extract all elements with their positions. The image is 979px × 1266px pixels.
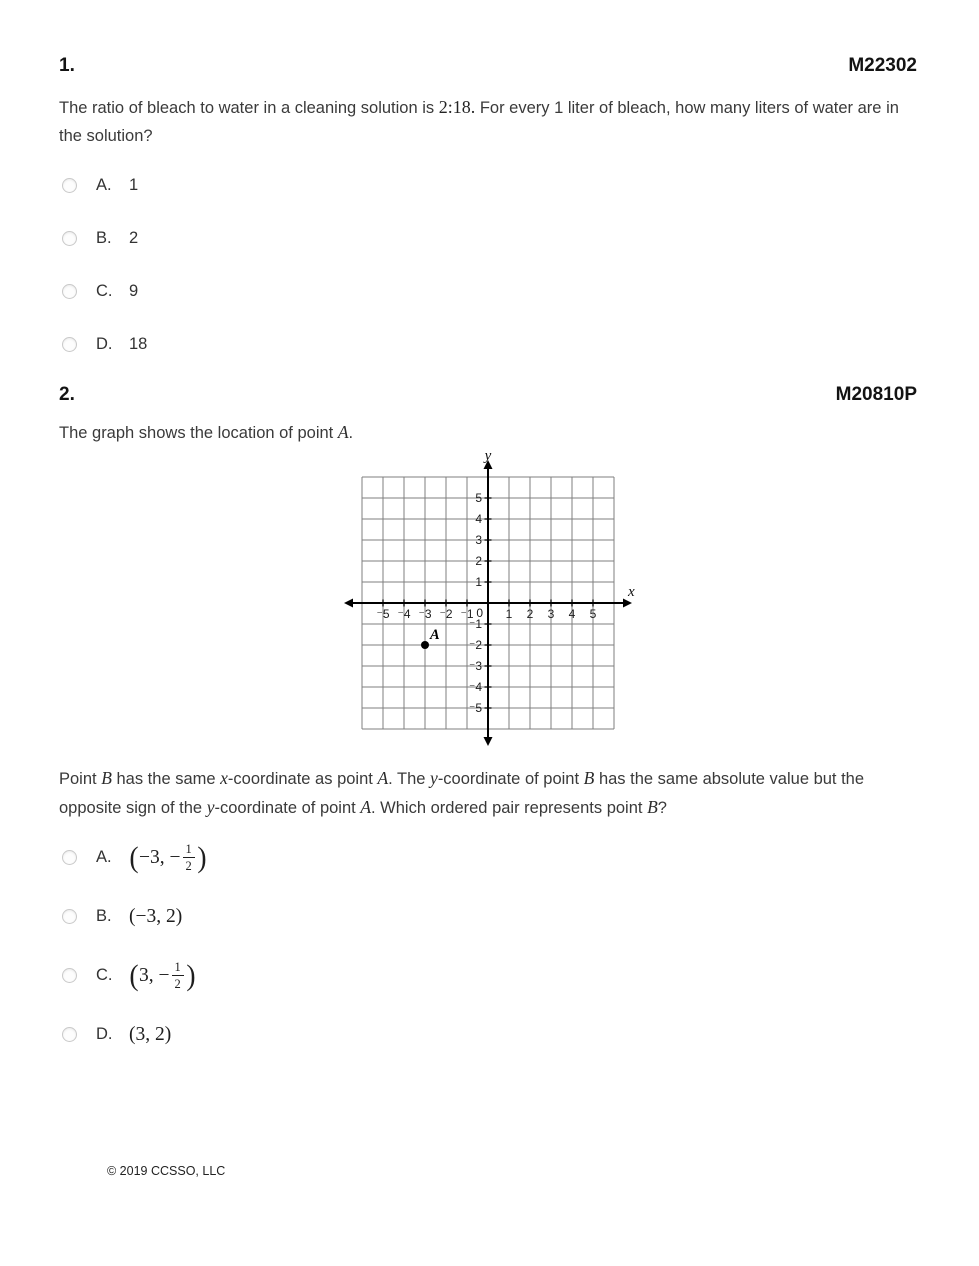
text-segment: For every 1 liter of bleach, how many liters of water are in the solution? [59, 99, 899, 145]
x-tick-label: ⁻3 [418, 607, 432, 621]
question-2-option-b[interactable] [59, 906, 917, 928]
option-letter: A. [96, 176, 112, 194]
radio-button[interactable] [62, 1027, 77, 1042]
option-value: (−3, 2) [129, 905, 183, 927]
y-axis-label: y [484, 448, 492, 464]
y-tick-label: ⁻4 [468, 680, 482, 694]
text-segment: Point [59, 770, 102, 788]
x-axis-label: x [628, 584, 635, 600]
axis-arrowhead [344, 599, 353, 608]
variable-a: A [337, 422, 349, 442]
fraction-denominator: 2 [174, 977, 181, 992]
fraction [183, 842, 195, 874]
math-text: −3, − [139, 846, 181, 868]
option-value [129, 960, 196, 992]
question-2-option-d[interactable] [59, 1024, 917, 1046]
text-segment: -coordinate of point [437, 770, 584, 788]
text-segment: -coordinate of point [214, 799, 361, 817]
y-tick-label: 5 [475, 491, 482, 505]
x-tick-label: ⁻5 [376, 607, 390, 621]
variable-y: y [206, 797, 215, 817]
question-2-options [59, 842, 917, 1046]
fraction [172, 960, 184, 992]
radio-button[interactable] [62, 178, 77, 193]
text-segment: -coordinate as point [227, 770, 378, 788]
y-tick-label: 4 [475, 512, 482, 526]
text-segment: . Which ordered pair represents point [371, 799, 648, 817]
question-1-prompt [59, 93, 917, 150]
coordinate-plane-svg [332, 447, 644, 749]
x-tick-label: 5 [589, 607, 597, 621]
math-text: 2:18. [438, 97, 476, 117]
fraction-numerator: 1 [183, 842, 195, 858]
variable-b: B [101, 768, 112, 788]
radio-button[interactable] [62, 968, 77, 983]
option-value: 18 [129, 335, 148, 353]
question-1-option-a[interactable] [59, 176, 917, 195]
variable-b: B [647, 797, 658, 817]
text-segment: ? [657, 799, 667, 817]
fraction-denominator: 2 [185, 859, 192, 874]
option-value: 2 [129, 229, 139, 247]
close-paren: ) [186, 958, 196, 992]
option-letter: C. [96, 966, 113, 985]
fraction-numerator: 1 [172, 960, 184, 976]
question-1-code: M22302 [848, 55, 917, 76]
question-2-intro [59, 418, 917, 447]
text-segment: has the same absolute value but the opposite sign of the [59, 770, 865, 817]
variable-a: A [360, 797, 372, 817]
question-1-options [59, 176, 917, 354]
radio-button[interactable] [62, 284, 77, 299]
x-tick-label: 3 [547, 607, 555, 621]
option-value: 9 [129, 282, 139, 300]
axis-arrowhead [484, 737, 493, 746]
close-paren: ) [197, 840, 207, 874]
variable-a: A [377, 768, 389, 788]
option-value [129, 842, 207, 874]
variable-x: x [220, 768, 228, 788]
math-text: 3, − [139, 964, 170, 986]
question-2-option-c[interactable] [59, 960, 917, 992]
text-segment: The ratio of bleach to water in a cleaning solution is [59, 99, 439, 117]
variable-b: B [583, 768, 595, 788]
x-tick-label: 1 [505, 607, 513, 621]
question-2-prompt [59, 764, 917, 822]
question-2-header [59, 384, 917, 406]
radio-button[interactable] [62, 337, 77, 352]
origin-label: 0 [476, 606, 483, 620]
x-tick-label: ⁻1 [460, 607, 474, 621]
point-A [421, 641, 429, 649]
y-tick-label: 2 [475, 554, 482, 568]
text-segment: . [348, 424, 354, 442]
question-1-option-d[interactable] [59, 335, 917, 354]
option-letter: C. [96, 282, 113, 300]
text-segment: . The [388, 770, 431, 788]
option-letter: A. [96, 848, 112, 867]
variable-y: y [430, 768, 438, 788]
question-1-number: 1. [59, 55, 75, 76]
x-tick-label: ⁻2 [439, 607, 453, 621]
radio-button[interactable] [62, 231, 77, 246]
question-2-number: 2. [59, 384, 75, 405]
x-tick-label: 2 [526, 607, 534, 621]
open-paren: ( [129, 840, 139, 874]
y-tick-label: ⁻3 [468, 659, 482, 673]
open-paren: ( [129, 958, 139, 992]
question-1-header [59, 55, 917, 77]
question-2-option-a[interactable] [59, 842, 917, 874]
option-value: (3, 2) [129, 1023, 172, 1045]
question-2-code: M20810P [835, 384, 917, 405]
point-A-label: A [430, 627, 440, 643]
y-tick-label: ⁻1 [468, 617, 482, 631]
copyright-footer: © 2019 CCSSO, LLC [107, 1163, 226, 1178]
question-1-option-c[interactable] [59, 282, 917, 301]
text-segment: The graph shows the location of point [59, 424, 338, 442]
coordinate-plane [332, 447, 644, 754]
question-1-option-b[interactable] [59, 229, 917, 248]
option-value: 1 [129, 176, 139, 194]
option-letter: D. [96, 335, 113, 353]
y-tick-label: 3 [475, 533, 482, 547]
y-tick-label: ⁻2 [468, 638, 482, 652]
option-letter: D. [96, 1025, 113, 1043]
option-letter: B. [96, 907, 112, 926]
radio-button[interactable] [62, 909, 77, 924]
text-segment: has the same [111, 770, 221, 788]
y-tick-label: 1 [475, 575, 482, 589]
x-tick-label: ⁻4 [397, 607, 411, 621]
radio-button[interactable] [62, 850, 77, 865]
y-tick-label: ⁻5 [468, 701, 482, 715]
option-letter: B. [96, 229, 112, 247]
x-tick-label: 4 [568, 607, 576, 621]
